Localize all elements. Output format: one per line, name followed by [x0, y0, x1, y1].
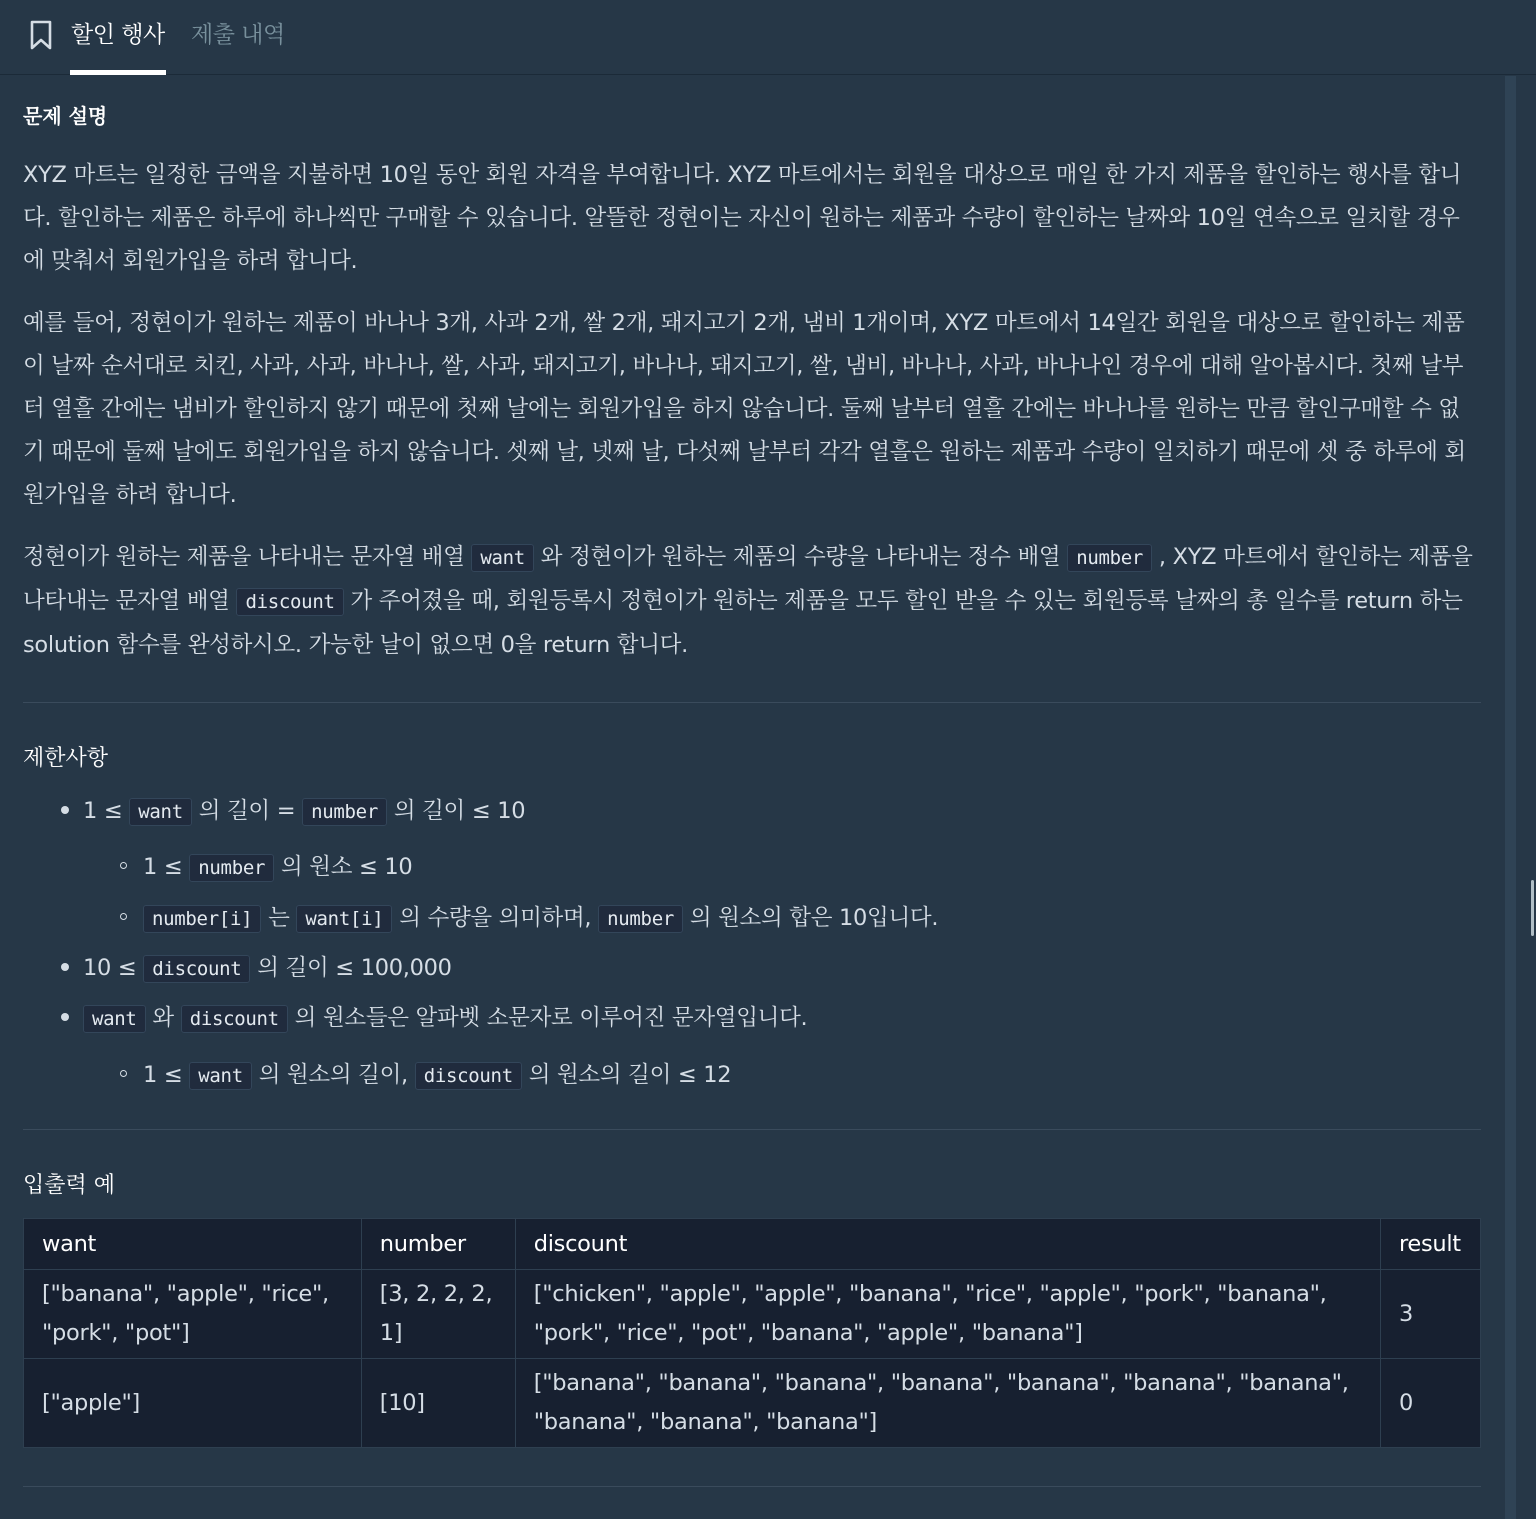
- problem-paragraph-2: 예를 들어, 정현이가 원하는 제품이 바나나 3개, 사과 2개, 쌀 2개, 돼지고기 2개, 냄비 1개이며, XYZ 마트에서 14일간 회원을 대상으로 할인하는 제품이 날짜 순서대로 치킨, 사과, 사과, 바나나, 쌀, 사과, 돼지고기, 바나나, 돼지고기, 쌀, 냄비, 바나나, 사과, 바나나인 경우에 대해 알아봅시다. 첫째 날부터 열흘 간에는 냄비가 할인하지 않기 때문에 첫째 날에는 회원가입을 하지 않습니다. 둘째 날부터 열흘 간에는 바나나를 원하는 만큼 할인구매할 수 없기 때문에 둘째 날에도 회원가입을 하지 않습니다. 셋째 날, 넷째 날, 다섯째 날부터 각각 열흘은 원하는 제품과 수량이 일치하기 때문에 셋 중 하루에 회원가입을 하려 합니다.: [23, 310, 1466, 508]
- scrollbar-thumb[interactable]: [1531, 880, 1534, 936]
- sub-bullet: [120, 862, 127, 869]
- limit-item-3a: 1 ≤ want 의 원소의 길이, discount 의 원소의 길이 ≤ 12: [143, 1062, 732, 1088]
- text-segment: 와 정현이가 원하는 제품의 수량을 나타내는 정수 배열: [533, 544, 1068, 570]
- text-segment: , XYZ 마트에서 할인하는 제품을 나타내는 문자열 배열: [23, 544, 1473, 614]
- section-divider: [23, 1486, 1481, 1487]
- examples-heading: 입출력 예: [23, 1173, 116, 1198]
- column-header: result: [1380, 1219, 1480, 1270]
- code-number: number: [1067, 544, 1152, 572]
- limit-item-1a: 1 ≤ number 의 원소 ≤ 10: [143, 854, 413, 880]
- text-segment: 정현이가 원하는 제품을 나타내는 문자열 배열: [23, 544, 472, 570]
- table-header-row: [24, 1219, 1481, 1270]
- tab-discount-event[interactable]: 할인 행사: [71, 22, 165, 48]
- table-cell: ["banana", "banana", "banana", "banana", "banana", "banana", "banana", "banana", "banana", "banana"]: [515, 1359, 1380, 1448]
- problem-paragraph-1: XYZ 마트는 일정한 금액을 지불하면 10일 동안 회원 자격을 부여합니다. XYZ 마트에서는 회원을 대상으로 매일 한 가지 제품을 할인하는 행사를 합니다. 할인하는 제품은 하루에 하나씩만 구매할 수 있습니다. 알뜰한 정현이는 자신이 원하는 제품과 수량이 할인하는 날짜와 10일 연속으로 일치할 경우에 맞춰서 회원가입을 하려 합니다.: [23, 162, 1462, 274]
- tab-bar: [0, 0, 1536, 75]
- code-want: want: [471, 544, 534, 572]
- table-cell: 0: [1380, 1359, 1480, 1448]
- bullet: [61, 806, 69, 814]
- column-header: discount: [515, 1219, 1380, 1270]
- table-cell: ["chicken", "apple", "apple", "banana", "rice", "apple", "pork", "banana", "pork", "rice", "pot", "banana", "apple", "banana"]: [515, 1270, 1380, 1359]
- tab-submission-history[interactable]: 제출 내역: [191, 22, 285, 48]
- column-header: number: [361, 1219, 515, 1270]
- table-cell: 3: [1380, 1270, 1480, 1359]
- bullet: [61, 963, 69, 971]
- bullet: [61, 1013, 69, 1021]
- active-tab-indicator: [70, 70, 166, 75]
- code-discount: discount: [236, 588, 343, 616]
- table-cell: ["apple"]: [24, 1359, 362, 1448]
- limits-heading: 제한사항: [23, 746, 109, 771]
- section-divider: [23, 702, 1481, 703]
- sub-bullet: [120, 1070, 127, 1077]
- sub-bullet: [120, 913, 127, 920]
- scrollbar-track[interactable]: [1505, 76, 1516, 1519]
- problem-paragraph-3: [23, 536, 1481, 667]
- examples-table: [23, 1218, 1481, 1448]
- table-cell: [3, 2, 2, 2, 1]: [361, 1270, 515, 1359]
- limit-item-1b: number[i] 는 want[i] 의 수량을 의미하며, number 의 원소의 합은 10입니다.: [143, 900, 938, 932]
- table-row: [24, 1359, 1481, 1448]
- limit-item-3: want 와 discount 의 원소들은 알파벳 소문자로 이루어진 문자열입니다.: [83, 1000, 807, 1032]
- table-cell: [10]: [361, 1359, 515, 1448]
- text-segment: 가 주어졌을 때, 회원등록시 정현이가 원하는 제품을 모두 할인 받을 수 있는 회원등록 날짜의 총 일수를 return 하는 solution 함수를 완성하시오. 가능한 날이 없으면 0을 return 합니다.: [23, 588, 1463, 658]
- section-divider: [23, 1129, 1481, 1130]
- table-row: [24, 1270, 1481, 1359]
- table-cell: ["banana", "apple", "rice", "pork", "pot"]: [24, 1270, 362, 1359]
- limit-item-1: 1 ≤ want 의 길이 = number 의 길이 ≤ 10: [83, 798, 526, 824]
- bookmark-icon[interactable]: [28, 20, 54, 50]
- column-header: want: [24, 1219, 362, 1270]
- limit-item-2: 10 ≤ discount 의 길이 ≤ 100,000: [83, 955, 452, 981]
- problem-heading: 문제 설명: [23, 104, 108, 128]
